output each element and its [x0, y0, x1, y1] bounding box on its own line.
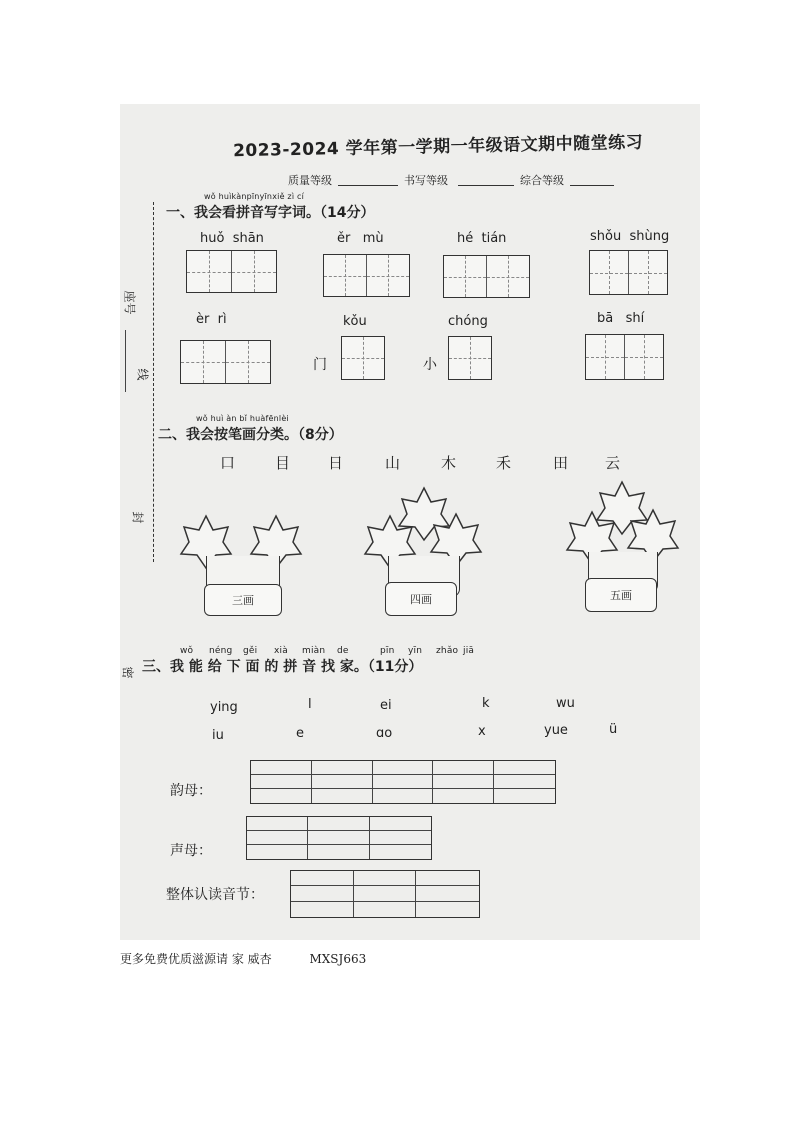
grade-fields — [288, 172, 614, 188]
word8-pinyin: bā shí — [597, 311, 645, 326]
char-kou: 口 — [220, 454, 236, 472]
word6-writing-box[interactable] — [341, 336, 385, 380]
word6-prefix: 门 — [313, 357, 327, 373]
section2-pinyin-header: wǒ huì àn bǐ huàfēnlèi — [196, 414, 289, 423]
pot-four-strokes-label: 四画 — [385, 582, 457, 616]
pinyin-k[interactable]: k — [482, 696, 490, 711]
word8-writing-box[interactable] — [585, 334, 664, 380]
seat-blank — [125, 330, 127, 392]
pinyin-l[interactable]: l — [308, 697, 312, 712]
line-label: 线 — [135, 368, 150, 381]
finals-answer-grid[interactable] — [250, 760, 556, 804]
word2-pinyin: ěr mù — [337, 231, 384, 246]
word7-writing-box[interactable] — [448, 336, 492, 380]
secret-label: 密 — [120, 666, 135, 679]
pot-five-strokes-label: 五画 — [585, 578, 657, 612]
char-he: 禾 — [496, 454, 512, 472]
seat-label: 座号 — [122, 290, 137, 315]
footer-code: MXSJ663 — [309, 952, 367, 966]
quality-grade-blank[interactable] — [338, 184, 398, 186]
section3-heading: 三、我 能 给 下 面 的 拼 音 找 家。（11分） — [142, 659, 423, 675]
finals-label: 韵母： — [170, 783, 212, 799]
word5-pinyin: èr rì — [196, 312, 227, 327]
char-shan: 山 — [385, 454, 401, 472]
word7-prefix: 小 — [423, 357, 437, 373]
word6-pinyin: kǒu — [343, 314, 367, 329]
whole-syllables-answer-grid[interactable] — [290, 870, 480, 918]
section2-heading: 二、我会按笔画分类。（8分） — [158, 427, 343, 443]
whole-syllables-label: 整体认读音节： — [166, 887, 264, 903]
word7-pinyin: chóng — [448, 314, 488, 329]
word3-pinyin: hé tián — [457, 231, 507, 246]
pinyin-iu[interactable]: iu — [212, 728, 224, 743]
char-yun: 云 — [605, 454, 621, 472]
initials-answer-grid[interactable] — [246, 816, 432, 860]
word2-writing-box[interactable] — [323, 254, 410, 297]
section3-pinyin-header: wǒ néng gěi xià miàn de pīn yīn zhǎo jiā — [180, 646, 475, 656]
word5-writing-box[interactable] — [180, 340, 271, 384]
exam-sheet — [120, 104, 700, 940]
writing-grade-blank[interactable] — [458, 184, 514, 186]
char-ri: 日 — [328, 454, 344, 472]
pinyin-yue[interactable]: yue — [544, 723, 568, 738]
pot-three-strokes-label: 三画 — [204, 584, 282, 616]
pinyin-ao[interactable]: ɑo — [376, 726, 393, 741]
exam-title: 2023-2024 学年第一学期一年级语文期中随堂练习 — [232, 132, 644, 162]
pinyin-wu[interactable]: wu — [556, 696, 575, 711]
pinyin-ying[interactable]: ying — [210, 700, 238, 715]
char-mu-eye: 目 — [275, 454, 291, 472]
writing-grade-label: 书写等级 — [404, 174, 448, 187]
char-mu-wood: 木 — [441, 454, 457, 472]
word4-pinyin: shǒu shùng — [590, 229, 670, 244]
char-tian: 田 — [553, 454, 569, 472]
section1-pinyin-header: wǒ huìkànpīnyīnxiě zì cí — [204, 192, 305, 201]
seal-label: 封 — [130, 511, 145, 524]
overall-grade-label: 综合等级 — [520, 174, 564, 187]
pinyin-x[interactable]: x — [478, 724, 486, 739]
pinyin-ei[interactable]: ei — [380, 698, 392, 713]
footer-text: 更多免费优质滋源请 家 威杏 — [120, 952, 272, 966]
pinyin-e[interactable]: e — [296, 726, 304, 741]
pinyin-v[interactable]: ü — [609, 722, 618, 737]
quality-grade-label: 质量等级 — [288, 174, 332, 187]
word1-pinyin: huǒ shān — [200, 231, 264, 246]
stroke-characters — [220, 452, 635, 473]
overall-grade-blank[interactable] — [570, 184, 614, 186]
binding-line — [153, 202, 154, 562]
initials-label: 声母： — [170, 843, 212, 859]
word1-writing-box[interactable] — [186, 250, 277, 293]
section1-heading: 一、我会看拼音写字词。（14分） — [166, 205, 375, 221]
word3-writing-box[interactable] — [443, 255, 530, 298]
word4-writing-box[interactable] — [589, 250, 668, 295]
footer — [120, 950, 366, 967]
